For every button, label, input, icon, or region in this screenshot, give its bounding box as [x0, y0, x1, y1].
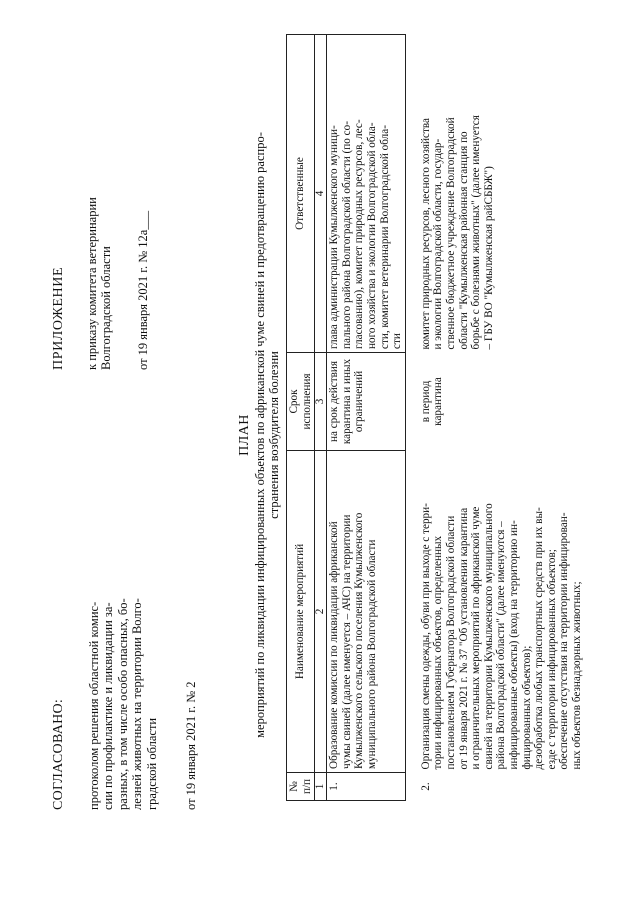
responsible-line: комитет природных ресурсов, лесного хозяйства: [419, 118, 432, 350]
action-line: Образование комиссии по ликвидации африканской: [328, 521, 341, 769]
order-line: Волгоградской области: [99, 246, 114, 370]
responsible-line: сти: [391, 333, 404, 349]
header-text: Наименование мероприятий: [294, 543, 307, 680]
plan-subtitle-line: странения возбудителя болезни: [267, 351, 282, 519]
action-line: свиней на территории Кумылженского муниципального: [482, 503, 495, 770]
protocol-line: градской области: [144, 717, 159, 810]
protocol-line: сии по профилактике и ликвидации за-: [101, 602, 116, 810]
responsible-line: пального района Волгоградской области (по со-: [340, 121, 353, 349]
table-column-number-row: [315, 35, 327, 801]
protocol-line: лезней животных на территории Волго-: [130, 598, 145, 810]
term-line: карантина и иных: [340, 358, 353, 445]
action-line: Кумылженского сельского поселения Кумылженского: [353, 512, 366, 769]
header-text: исполнения: [300, 373, 313, 430]
row-number: 2.: [419, 782, 432, 791]
header-text: Ответственные: [294, 157, 307, 230]
agreed-protocol: [87, 520, 160, 810]
protocol-line: протоколом решения областной комис-: [86, 601, 101, 810]
appendix-block: [52, 70, 150, 370]
table-row: [327, 35, 406, 801]
row-term: [327, 353, 406, 451]
plan-table: [286, 34, 584, 801]
agreed-block: [52, 520, 198, 810]
row-responsible: [405, 35, 584, 353]
responsible-line: ного хозяйства и экологии Волгоградской обла-: [365, 122, 378, 349]
header-text: №: [288, 781, 300, 792]
action-line: от 19 января 2021 г. № 37 "Об установлении карантина: [457, 507, 470, 770]
term-line: ограничений: [353, 370, 366, 433]
agreed-date: от 19 января 2021 г. № 2: [183, 681, 198, 810]
column-number: 3: [315, 353, 327, 451]
header-responsible: [287, 35, 315, 353]
responsible-line: гласованию), комитет природных ресурсов, лес-: [353, 119, 366, 349]
action-line: тории инфицированных объектов, определенных: [432, 535, 445, 770]
responsible-line: глава администрации Кумылженского муници-: [328, 125, 341, 349]
appendix-order: [85, 70, 114, 370]
row-responsible: [327, 35, 406, 353]
order-line: к приказу комитета ветеринарии: [84, 197, 99, 370]
action-line: езде с территории инфицированных объектов;: [545, 549, 558, 770]
header-term: [287, 353, 315, 451]
responsible-line: борьбе с болезнями животных" (далее именуется: [470, 115, 483, 350]
term-line: в период карантина: [419, 377, 445, 426]
responsible-line: области "Кумылженская районная станция по: [457, 131, 470, 350]
responsible-line: ственное бюджетное учреждение Волгоградской: [444, 117, 457, 350]
action-line: инфицированные объекты) (вход на территорию ин-: [507, 520, 520, 770]
action-line: района Волгоградской области" (далее именуются –: [495, 521, 508, 770]
responsible-line: сти, комитет ветеринарии Волгоградской обла-: [378, 125, 391, 349]
agreed-heading: СОГЛАСОВАНО:: [51, 698, 66, 810]
header-number: [287, 773, 315, 801]
action-line: ных объектов безнадзорных животных;: [570, 581, 583, 770]
action-line: муниципального района Волгоградской области: [365, 539, 378, 769]
action-line: обеспечение отсутствия на территории инфицирован-: [558, 512, 571, 770]
row-action: [327, 451, 406, 773]
action-line: постановлением Губернатора Волгоградской области: [444, 515, 457, 770]
responsible-line: – ГБУ ВО "Кумылженская райСББЖ"): [482, 166, 495, 350]
term-line: на срок действия: [328, 360, 341, 443]
row-term: [405, 353, 584, 451]
header-action: [287, 451, 315, 773]
row-action: [405, 451, 584, 773]
action-line: Организация смены одежды, обуви при выходе с терри-: [419, 503, 432, 770]
plan-title: [238, 115, 282, 755]
protocol-line: разных, в том числе особо опасных, бо-: [115, 598, 130, 810]
appendix-heading: ПРИЛОЖЕНИЕ: [51, 266, 66, 370]
header-text: п/п: [300, 778, 313, 795]
action-line: дезобработка любых транспортных средств при их вы-: [533, 507, 546, 770]
action-line: и ограничительных мероприятий по африканской чуме: [470, 506, 483, 770]
plan-subtitle-line: мероприятий по ликвидации инфицированных объектов по африканской чуме свиней и предотвращению распро-: [252, 132, 267, 738]
column-number: 1: [315, 773, 327, 801]
header-text: Срок: [288, 389, 300, 414]
table-row: [405, 35, 584, 801]
action-line: чумы свиней (далее именуется – АЧС) на территории: [340, 514, 353, 769]
responsible-line: и экологии Волгоградской области, государ-: [432, 138, 445, 350]
action-line: фицированных объектов);: [520, 645, 533, 770]
table-header-row: [287, 35, 315, 801]
column-number: 4: [315, 35, 327, 353]
column-number: 2: [315, 451, 327, 773]
plan-heading: ПЛАН: [237, 414, 252, 456]
row-number: 1.: [327, 773, 406, 801]
appendix-date: от 19 января 2021 г. № 12а___: [135, 210, 150, 370]
